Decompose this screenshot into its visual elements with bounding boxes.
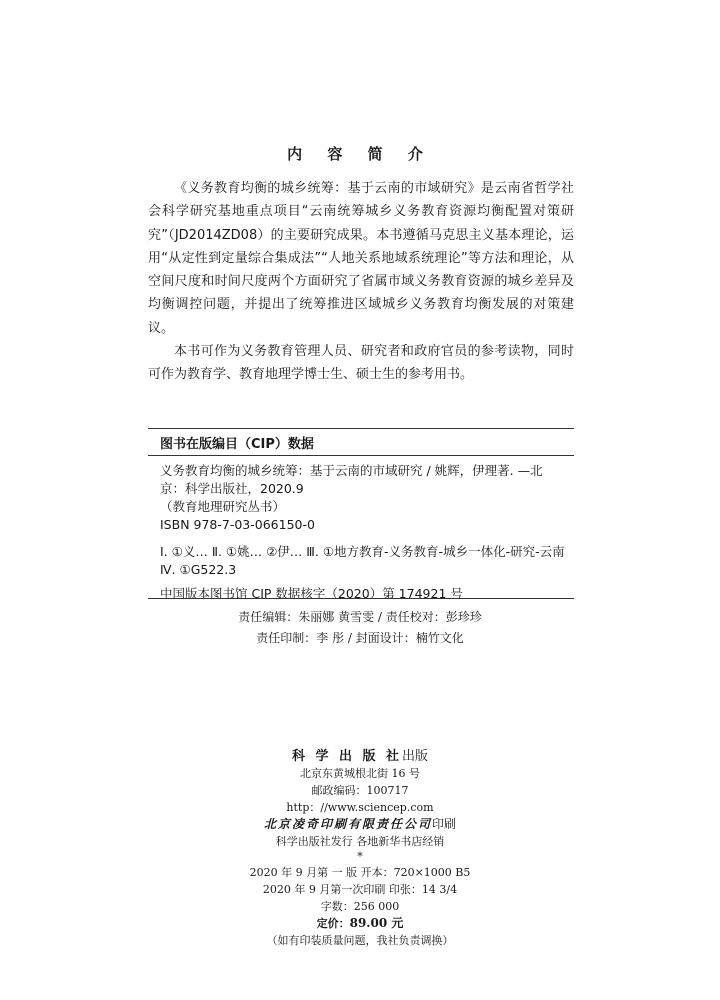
cip-line: （教育地理研究丛书） [160, 499, 286, 514]
cip-bottom-rule [148, 598, 574, 599]
edition-line: 2020 年 9 月第 一 版 开本：720×1000 B5 [249, 866, 471, 879]
publisher-block [0, 748, 720, 949]
printing-line: 2020 年 9 月第一次印刷 印张：14 3/4 [262, 883, 458, 896]
printer-name: 北京凌奇印刷有限责任公司 [263, 817, 432, 831]
credits-line: 责任印制：李 彤 / 封面设计：楠竹文化 [256, 631, 464, 645]
publisher-url: http：//www.sciencep.com [286, 801, 434, 814]
cip-title-rule [148, 455, 574, 456]
summary-paragraph: 《义务教育均衡的城乡统筹：基于云南的市域研究》是云南省哲学社会科学研究基地重点项目“云南统筹城乡义务教育资源均衡配置对策研究”（JD2014ZD08）的主要研究成果。本书遵循马克思主义基本理论，运用“从定性到定量综合集成法”“人地关系地域系统理论”等方法和理论，从空间尺度和时间尺度两个方面研究了省属市域义务教育资源的城乡差异及均衡调控问题，并提出了统筹推进区域城乡义务教育均衡发展的对策建议。 [148, 181, 574, 336]
summary-body [148, 177, 574, 387]
summary-title: 内 容 简 介 [287, 145, 433, 163]
cip-line: 义务教育均衡的城乡统筹：基于云南的市域研究 / 姚辉，伊理著. —北 [160, 463, 543, 478]
price-line [0, 915, 720, 932]
cip-classification: Ⅰ. ①义… Ⅱ. ①姚… ②伊… Ⅲ. ①地方教育-义务教育-城乡一体化-研究-云南 Ⅳ. ①G522.3 [160, 544, 565, 577]
publisher-address: 北京东黄城根北街 16 号 [300, 767, 420, 780]
distribution-line: 科学出版社发行 各地新华书店经销 [275, 835, 445, 848]
publisher-postcode: 邮政编码：100717 [311, 784, 409, 797]
quality-notice: （如有印装质量问题，我社负责调换） [266, 934, 454, 947]
price-label: 定价： [316, 917, 350, 930]
price-value: 89.00 元 [349, 916, 404, 930]
summary-paragraph: 本书可作为义务教育管理人员、研究者和政府官员的参考读物，同时可作为教育学、教育地理学博士生、硕士生的参考用书。 [148, 344, 574, 383]
publisher-name: 科 学 出 版 社 [291, 749, 403, 764]
credits-line: 责任编辑：朱丽娜 黄雪雯 / 责任校对：彭珍珍 [238, 610, 482, 624]
cip-title: 图书在版编目（CIP）数据 [160, 437, 314, 452]
word-count: 字数：256 000 [320, 900, 400, 913]
printer-suffix: 印刷 [432, 817, 457, 831]
editorial-credits [0, 607, 720, 649]
printer-line [0, 816, 720, 833]
cip-check-number: 中国版本图书馆 CIP 数据核字（2020）第 174921 号 [160, 586, 463, 601]
publisher-name-suffix: 出版 [402, 749, 429, 764]
divider-asterisk: * [357, 850, 363, 863]
cip-line: 京：科学出版社，2020.9 [160, 481, 304, 496]
cip-isbn: ISBN 978-7-03-066150-0 [160, 517, 315, 532]
publisher-line [0, 748, 720, 765]
cip-top-rule [148, 428, 574, 429]
cip-record [160, 462, 570, 603]
